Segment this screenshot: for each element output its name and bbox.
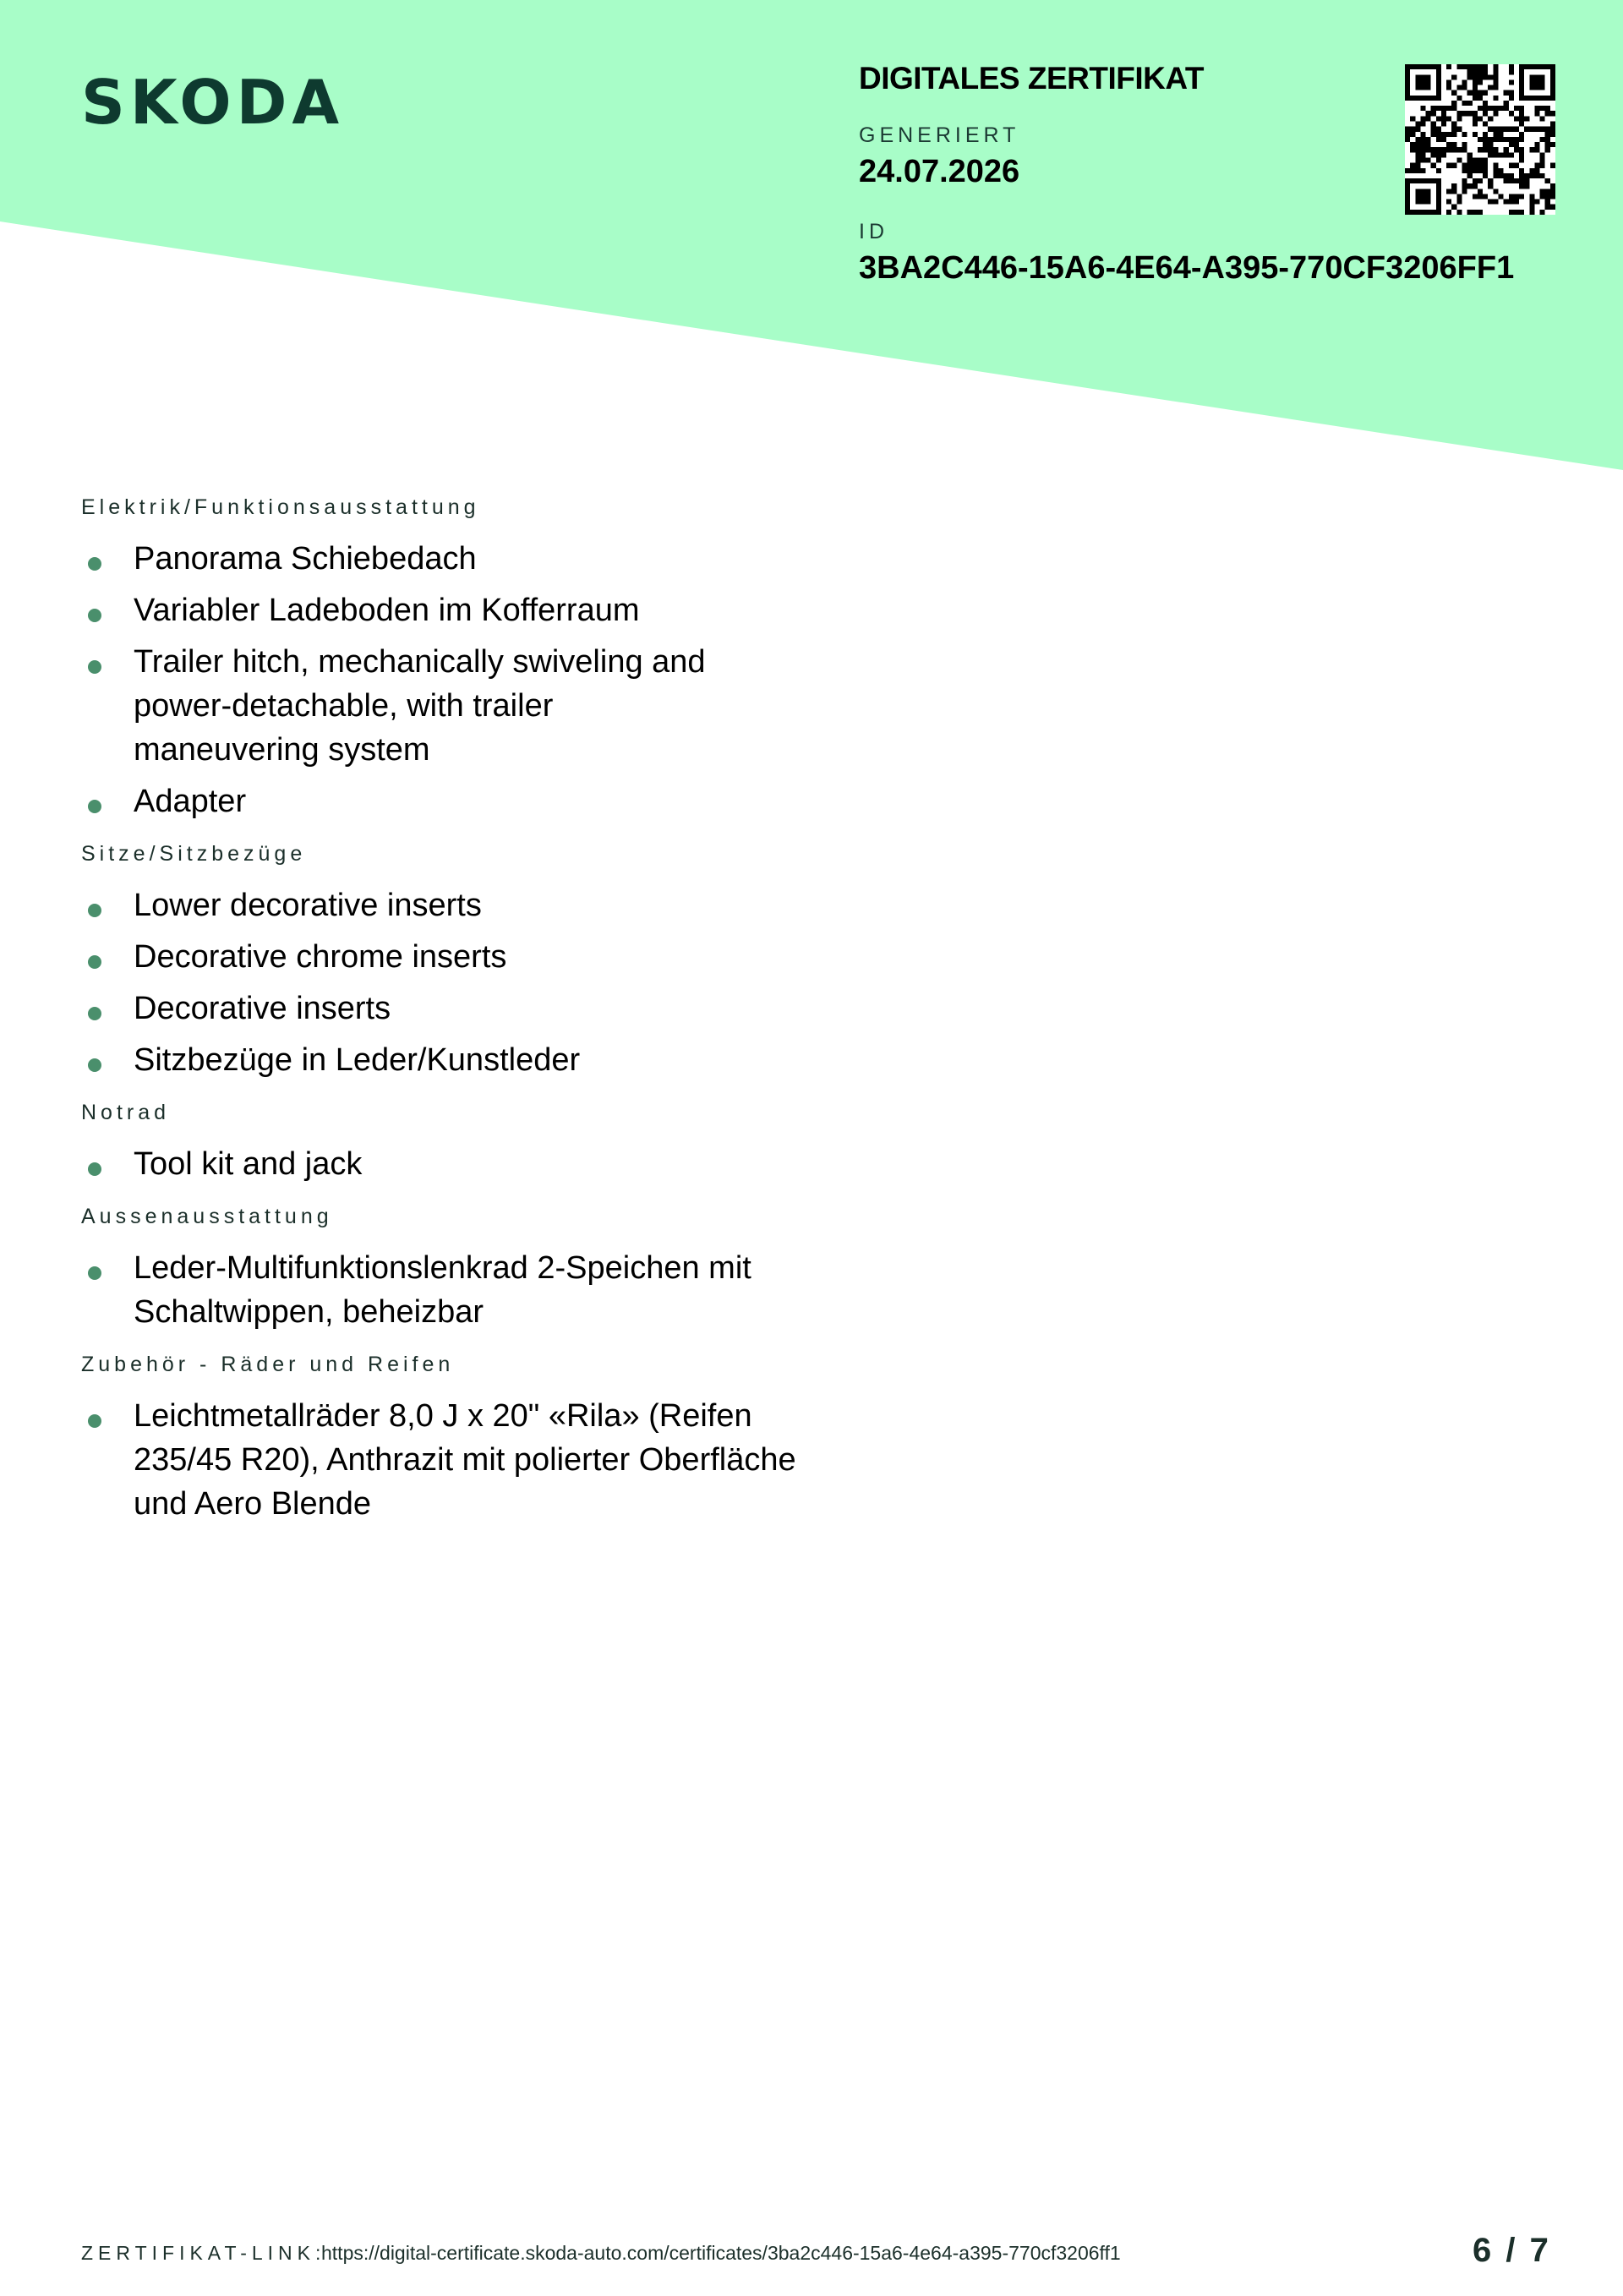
certificate-title: DIGITALES ZERTIFIKAT xyxy=(859,61,1204,96)
section-electrics xyxy=(81,495,842,823)
section-title: Aussenausstattung xyxy=(81,1205,333,1228)
bullet-icon xyxy=(88,955,101,969)
generated-label: GENERIERT xyxy=(859,123,1020,147)
header-band xyxy=(0,0,1623,473)
section-title: Sitze/Sitzbezüge xyxy=(81,842,307,866)
id-label: ID xyxy=(859,220,888,243)
certificate-link-label: ZERTIFIKAT-LINK: xyxy=(81,2242,326,2264)
bullet-icon xyxy=(88,1162,101,1176)
section-title: Notrad xyxy=(81,1101,171,1124)
bullet-icon xyxy=(88,660,101,674)
bullet-icon xyxy=(88,800,101,813)
section-title: Elektrik/Funktionsausstattung xyxy=(81,495,480,519)
bullet-icon xyxy=(88,1266,101,1280)
list-item: Lower decorative inserts xyxy=(81,883,842,927)
list-item: Panorama Schiebedach xyxy=(81,537,842,581)
list-item: Trailer hitch, mechanically swiveling and power-detachable, with trailer maneuvering system xyxy=(81,640,725,772)
section-seats xyxy=(81,842,842,1082)
bullet-icon xyxy=(88,1007,101,1020)
section-wheels xyxy=(81,1353,842,1526)
certificate-id: 3BA2C446-15A6-4E64-A395-770CF3206FF1 xyxy=(859,250,1515,286)
list-item: Decorative chrome inserts xyxy=(81,935,842,979)
page-number: 6 / 7 xyxy=(1473,2232,1551,2269)
bullet-icon xyxy=(88,609,101,622)
bullet-icon xyxy=(88,1058,101,1072)
list-item: Sitzbezüge in Leder/Kunstleder xyxy=(81,1038,842,1082)
bullet-icon xyxy=(88,1414,101,1428)
section-exterior xyxy=(81,1205,842,1334)
generated-date: 24.07.2026 xyxy=(859,154,1020,189)
qr-code-icon xyxy=(1405,64,1555,215)
list-item: Leder-Multifunktionslenkrad 2-Speichen mit Schaltwippen, beheizbar xyxy=(81,1246,827,1334)
list-item: Adapter xyxy=(81,779,842,823)
svg-text:SKODA: SKODA xyxy=(81,76,345,127)
equipment-list xyxy=(81,495,842,1544)
list-item: Leichtmetallräder 8,0 J x 20" «Rila» (Reifen 235/45 R20), Anthrazit mit polierter Oberfläche und Aero Blende xyxy=(81,1394,810,1526)
list-item: Variabler Ladeboden im Kofferraum xyxy=(81,588,842,632)
list-item: Decorative inserts xyxy=(81,987,842,1030)
bullet-icon xyxy=(88,557,101,571)
section-spare-wheel xyxy=(81,1101,842,1186)
certificate-link[interactable]: https://digital-certificate.skoda-auto.com/certificates/3ba2c446-15a6-4e64-a395-770cf3206ff1 xyxy=(321,2242,1121,2264)
skoda-logo xyxy=(81,76,379,127)
list-item: Tool kit and jack xyxy=(81,1142,842,1186)
bullet-icon xyxy=(88,904,101,917)
section-title: Zubehör - Räder und Reifen xyxy=(81,1353,455,1376)
